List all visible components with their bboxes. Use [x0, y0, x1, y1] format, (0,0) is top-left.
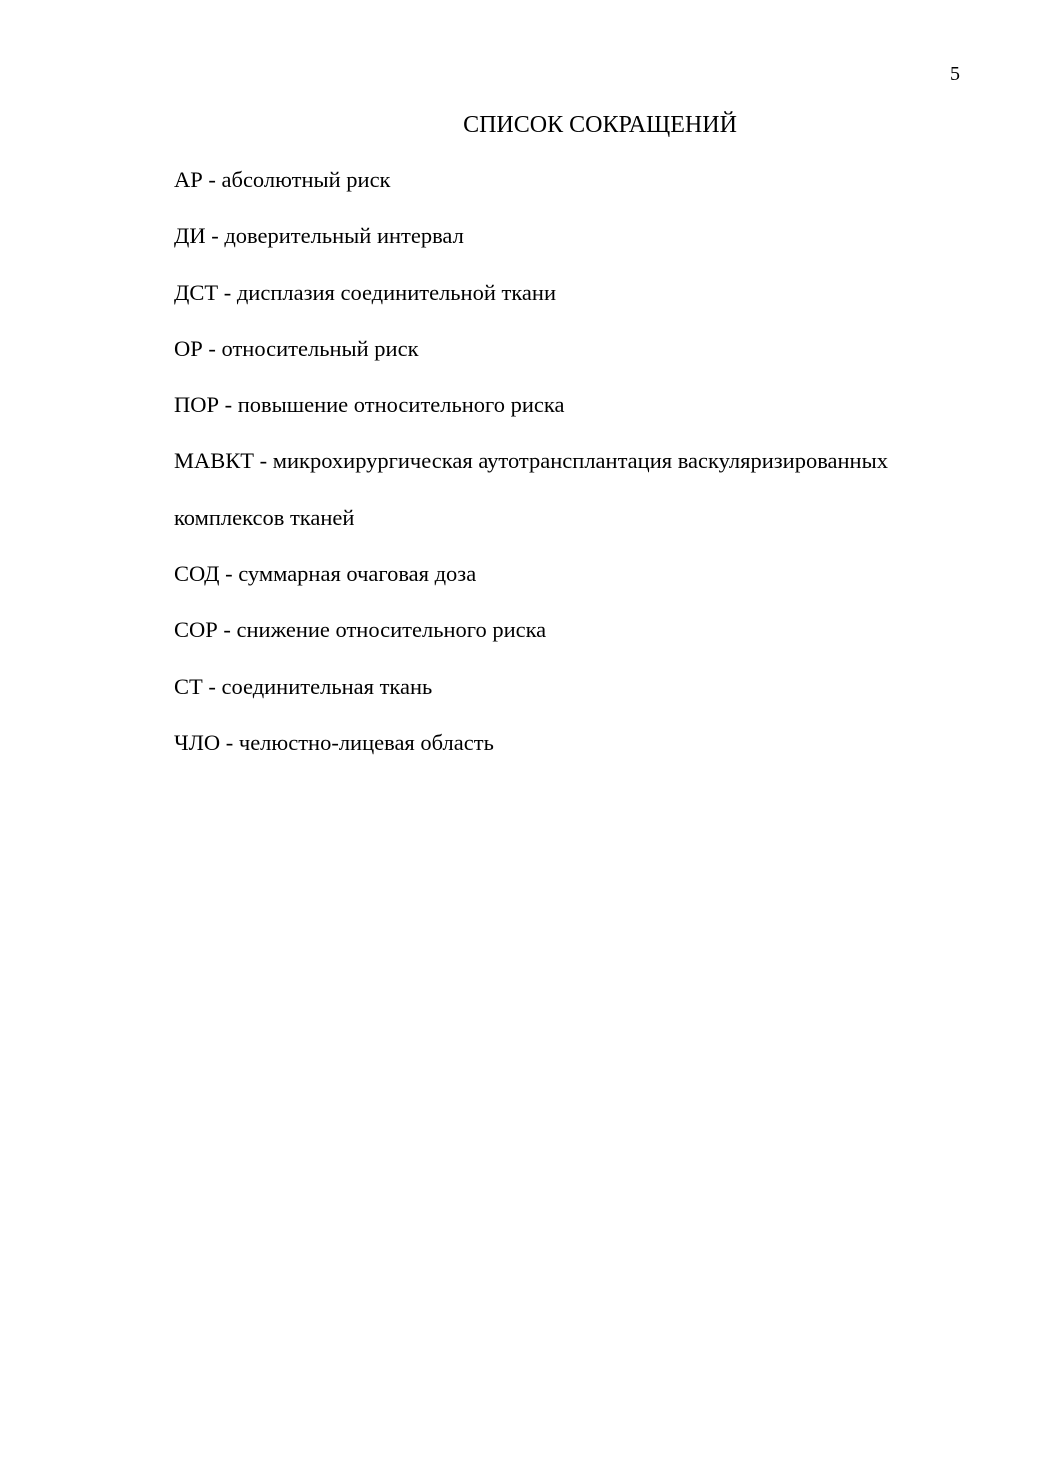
abbreviation-line: ПОР - повышение относительного риска [174, 392, 565, 418]
abbreviation-line: ДИ - доверительный интервал [174, 223, 464, 249]
page-title: СПИСОК СОКРАЩЕНИЙ [463, 112, 737, 138]
page-number: 5 [950, 63, 960, 85]
abbreviation-line: СОР - снижение относительного риска [174, 617, 547, 643]
abbreviation-line: ДСТ - дисплазия соединительной ткани [174, 279, 557, 305]
abbreviation-line: СОД - суммарная очаговая доза [174, 561, 477, 587]
abbreviation-line: СТ - соединительная ткань [174, 673, 433, 699]
abbreviation-line-continuation: комплексов тканей [174, 504, 355, 530]
abbreviation-line: ЧЛО - челюстно-лицевая область [174, 729, 494, 755]
abbreviation-line: МАВКТ - микрохирургическая аутотрансплантация васкуляризированных [174, 448, 888, 474]
abbreviation-line: ОР - относительный риск [174, 335, 419, 361]
abbreviation-list [174, 152, 974, 771]
abbreviation-line: АР - абсолютный риск [174, 167, 391, 192]
